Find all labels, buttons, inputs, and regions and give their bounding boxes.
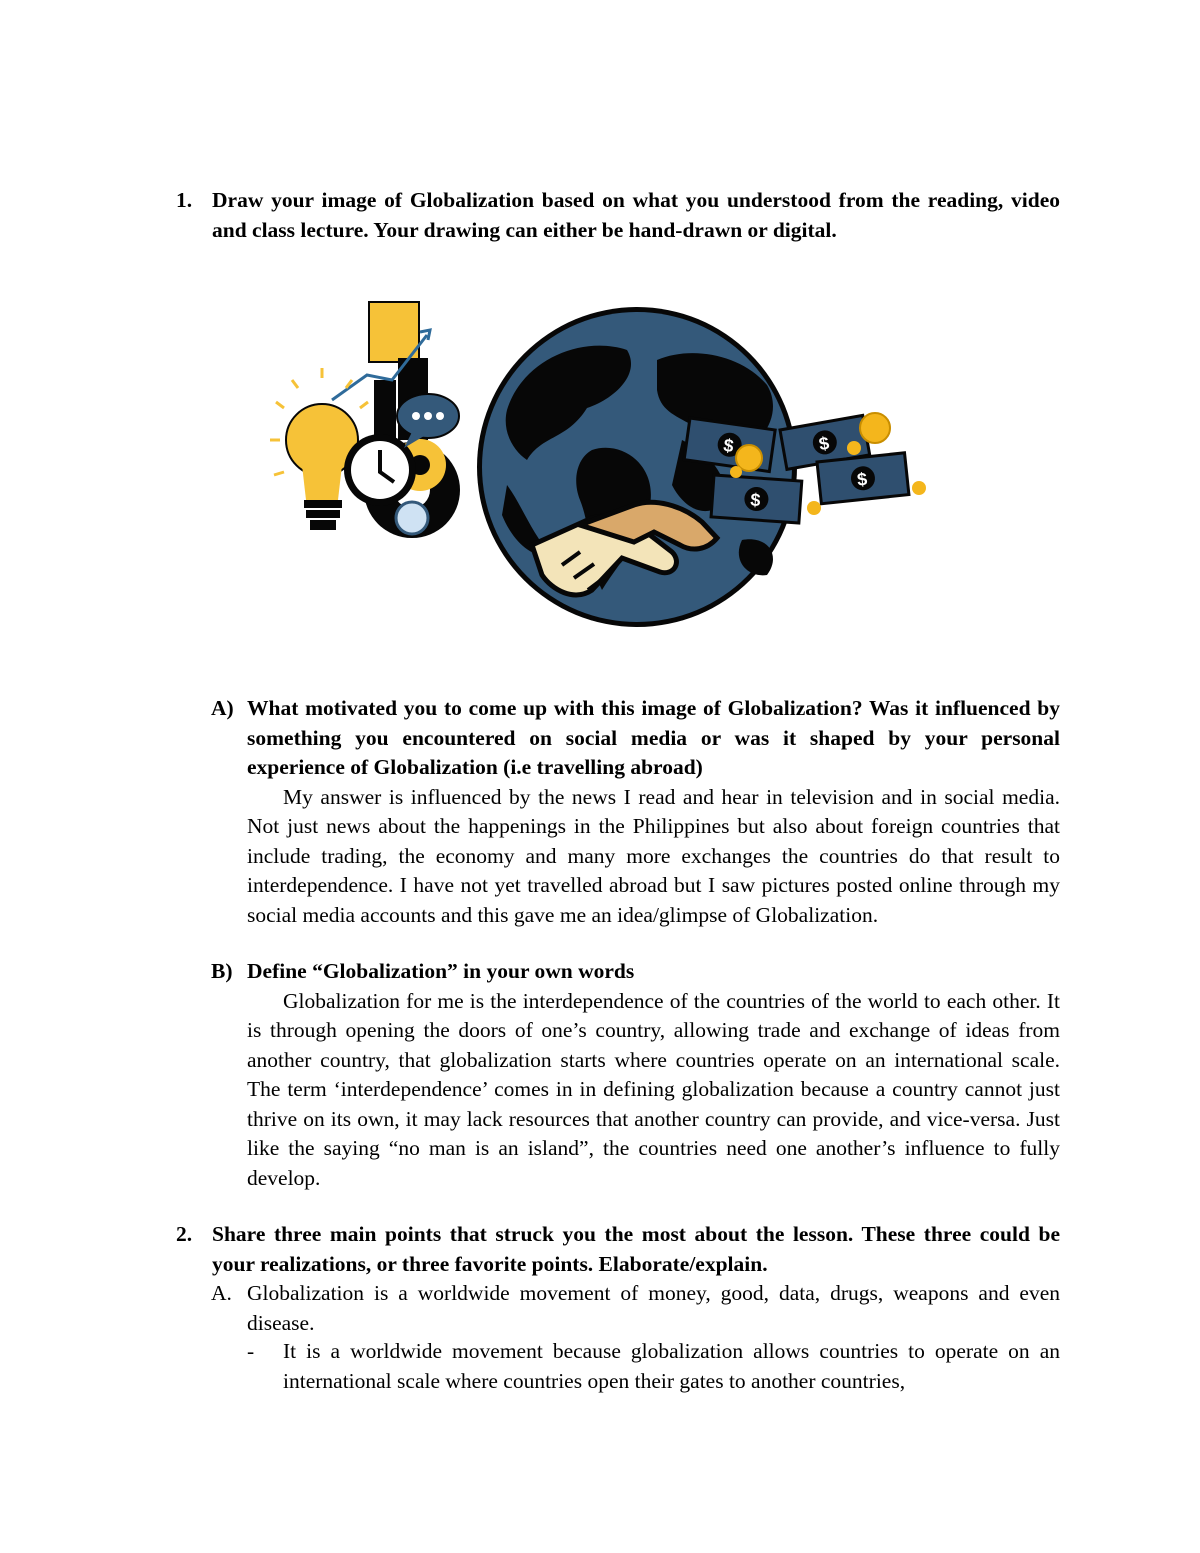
sub-question-a-answer: My answer is influenced by the news I read and hear in television and in social media. Not just news about the happenings in the Philippines but also about foreign countries that include trading, the economy and many more exchanges the countries do that result to interdependence. I have not yet travelled abroad but I saw pictures posted online through my social media accounts and this gave me an idea/glimpse of Globalization.	[247, 784, 1060, 927]
sub-question-b	[211, 957, 1060, 1193]
question-1-number: 1.	[176, 188, 193, 212]
bullet-1-marker: -	[247, 1339, 255, 1363]
sub-question-a	[211, 694, 1060, 930]
question-1	[176, 186, 1060, 245]
sub-question-a-text: What motivated you to come up with this image of Globalization? Was it influenced by something you encountered on social media or was it shaped by your personal experience of Globalization (i.e travelling abroad)	[247, 696, 1060, 779]
globalization-illustration	[262, 290, 938, 652]
point-a-text: Globalization is a worldwide movement of money, good, data, drugs, weapons and even disease.	[247, 1281, 1060, 1335]
question-2-number: 2.	[176, 1222, 193, 1246]
sub-question-b-answer: Globalization for me is the interdependence of the countries of the world to each other. It is through opening the doors of one’s country, allowing trade and exchange of ideas from another country, that globalization starts where countries operate on an international scale. The term ‘interdependence’ comes in in defining globalization because a country cannot just thrive on its own, it may lack resources that another country can provide, and vice-versa. Just like the saying “no man is an island”, the countries need one another’s influence to fully develop.	[247, 988, 1060, 1190]
point-a-label: A.	[211, 1281, 232, 1305]
svg-text:$: $	[817, 432, 831, 455]
point-a	[211, 1279, 1060, 1338]
sub-question-a-label: A)	[211, 696, 234, 720]
bullet-1-text: It is a worldwide movement because globalization allows countries to operate on an international scale where countries open their gates to another countries,	[283, 1339, 1060, 1393]
sub-question-b-text: Define “Globalization” in your own words	[247, 959, 635, 983]
question-2	[176, 1220, 1060, 1279]
question-1-text: Draw your image of Globalization based on what you understood from the reading, video and class lecture. Your drawing can either be hand-drawn or digital.	[212, 188, 1060, 242]
clock-icon	[344, 434, 416, 506]
svg-text:$: $	[856, 468, 869, 490]
sub-question-b-label: B)	[211, 959, 233, 983]
svg-text:$: $	[722, 435, 735, 457]
globalization-illustration-svg	[262, 290, 938, 652]
svg-text:$: $	[749, 489, 762, 511]
question-2-text: Share three main points that struck you the most about the lesson. These three could be your realizations, or three favorite points. Elaborate/explain.	[212, 1222, 1060, 1276]
bullet-1	[247, 1337, 1060, 1396]
